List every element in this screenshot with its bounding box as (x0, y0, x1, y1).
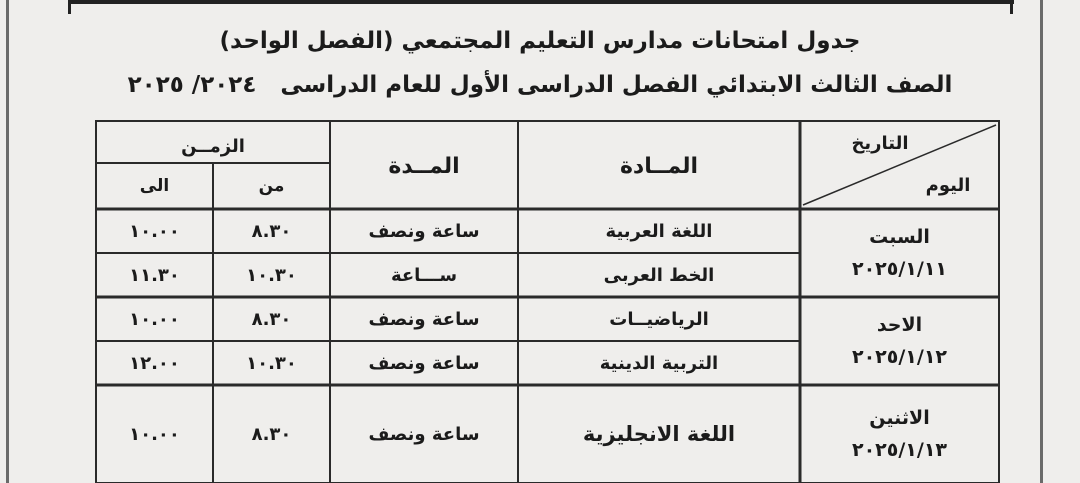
exam-date: ٢٠٢٥/١/١١ (851, 258, 948, 280)
day-name: السبت (869, 226, 930, 248)
from-time-cell: ١٠.٣٠ (246, 352, 297, 374)
subject-cell: اللغة الانجليزية (582, 422, 736, 446)
page-subtitle: الصف الثالث الابتدائي الفصل الدراسى الأول للعام الدراسى ٢٠٢٤/ ٢٠٢٥ (127, 72, 953, 98)
subject-cell: الخط العربى (603, 264, 715, 286)
from-time-cell: ٨.٣٠ (251, 308, 292, 330)
header-from: من (258, 176, 285, 196)
from-time-cell: ١٠.٣٠ (246, 264, 297, 286)
subject-cell: اللغة العربية (605, 220, 713, 242)
top-border-bar (68, 0, 1014, 4)
duration-cell: ساعة ونصف (368, 423, 480, 445)
duration-cell: ساعة ونصف (368, 220, 480, 242)
to-time-cell: ١٢.٠٠ (129, 352, 180, 374)
header-duration: المــدة (388, 153, 460, 179)
day-name: الاثنين (869, 407, 930, 429)
day-cell (800, 385, 999, 483)
duration-cell: ســـاعة (390, 264, 458, 286)
header-to: الى (139, 176, 170, 196)
from-time-cell: ٨.٣٠ (251, 220, 292, 242)
top-border-tick (1010, 0, 1013, 14)
exam-date: ٢٠٢٥/١/١٢ (851, 346, 948, 368)
to-time-cell: ١٠.٠٠ (129, 308, 180, 330)
subject-cell: التربية الدينية (599, 352, 719, 374)
to-time-cell: ١٠.٠٠ (129, 220, 180, 242)
to-time-cell: ١٠.٠٠ (129, 423, 180, 445)
from-time-cell: ٨.٣٠ (251, 423, 292, 445)
day-cell (800, 297, 999, 385)
page-title: جدول امتحانات مدارس التعليم المجتمعي (الفصل الواحد) (219, 28, 861, 54)
subject-cell: الرياضيــات (609, 308, 709, 330)
header-subject: المــادة (619, 153, 699, 179)
exam-date: ٢٠٢٥/١/١٣ (851, 439, 948, 461)
to-time-cell: ١١.٣٠ (129, 264, 180, 286)
header-day: اليوم (925, 174, 971, 196)
header-date: التاريخ (851, 132, 909, 154)
duration-cell: ساعة ونصف (368, 308, 480, 330)
top-border-tick (68, 0, 71, 14)
day-cell (800, 209, 999, 297)
day-name: الاحد (876, 314, 923, 336)
header-time: الزمــن (181, 135, 245, 157)
academic-year: ٢٠٢٤/ ٢٠٢٥ (127, 72, 257, 98)
duration-cell: ساعة ونصف (368, 352, 480, 374)
